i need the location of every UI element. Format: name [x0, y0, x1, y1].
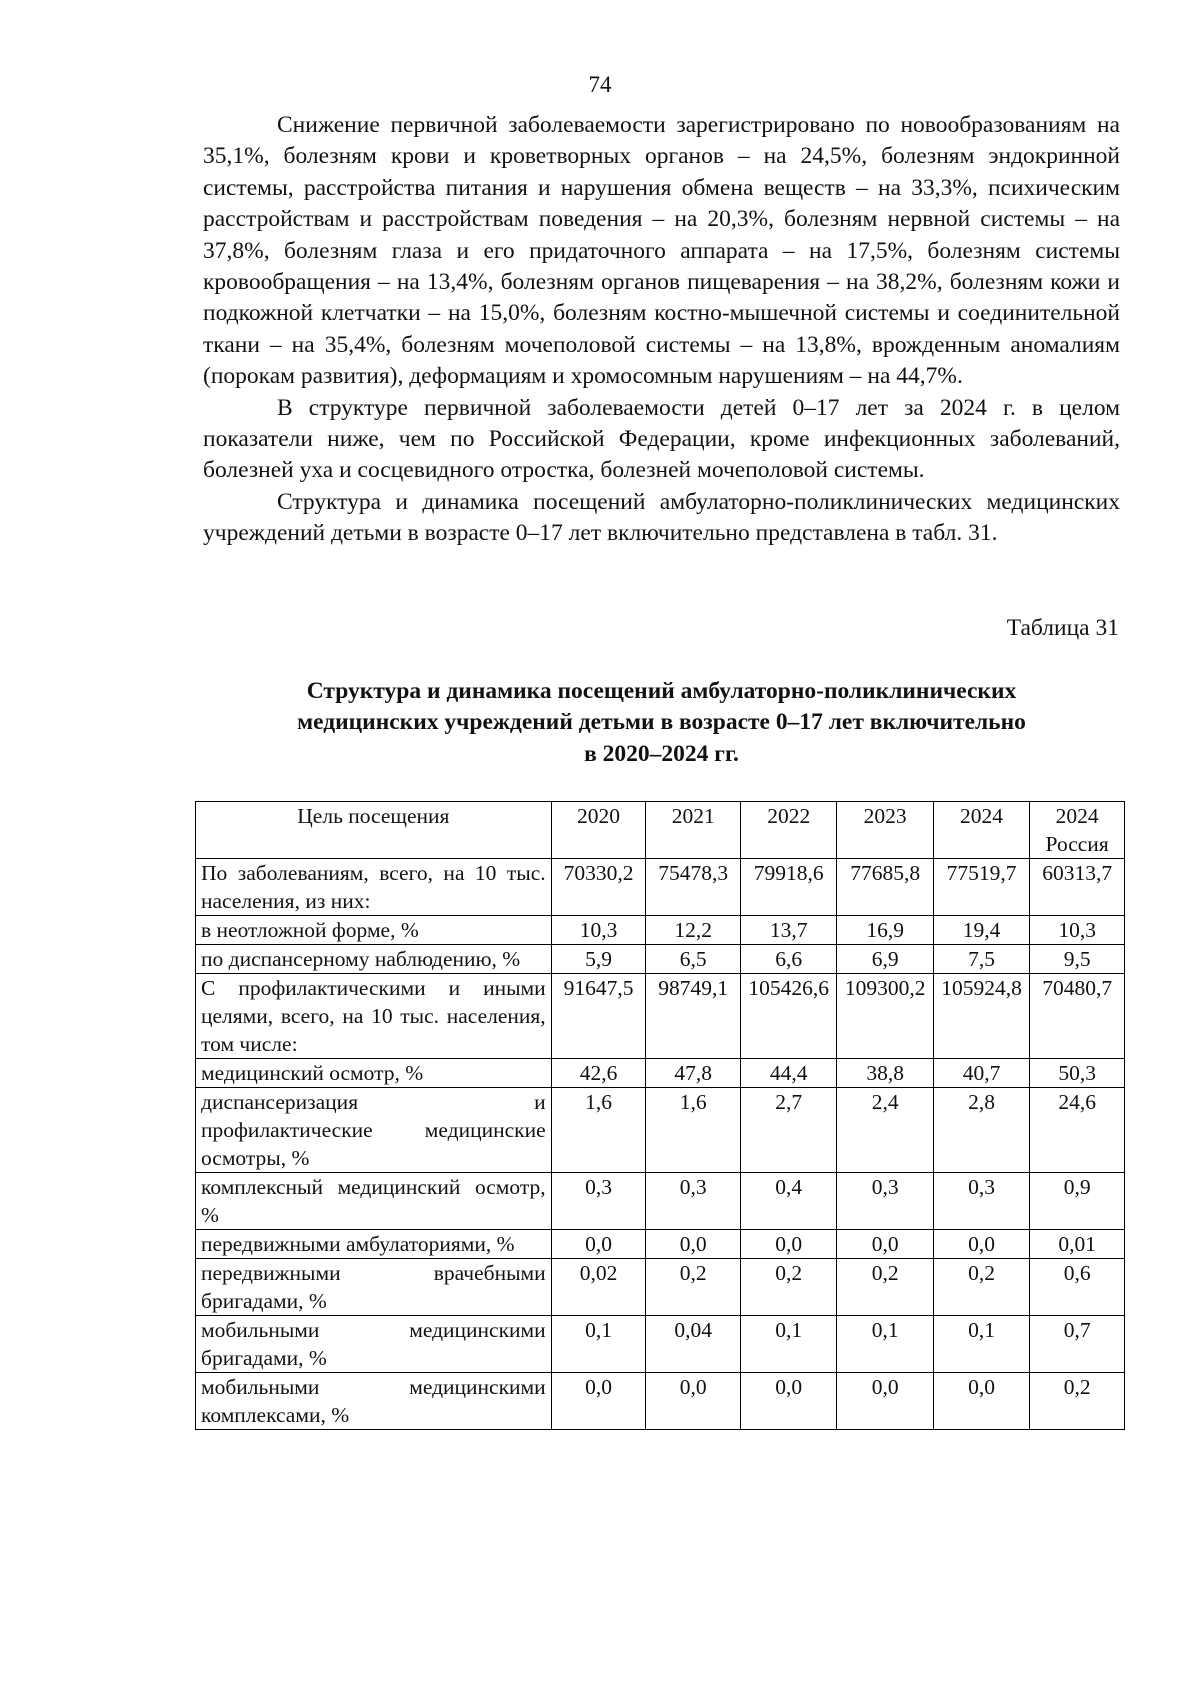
table-row [196, 974, 1125, 1059]
cell-value: 0,0 [837, 1230, 933, 1259]
cell-value: 0,3 [646, 1173, 741, 1230]
table-header-row [196, 802, 1125, 859]
cell-value: 0,02 [551, 1259, 646, 1316]
cell-value: 0,2 [1030, 1373, 1125, 1430]
cell-value: 0,3 [551, 1173, 646, 1230]
cell-value: 44,4 [741, 1059, 837, 1088]
row-label: по диспансерному наблюдению, % [196, 945, 552, 974]
cell-value: 0,0 [551, 1373, 646, 1430]
cell-value: 0,0 [741, 1230, 837, 1259]
cell-value: 105426,6 [741, 974, 837, 1059]
row-label: диспансеризация и профилактические медицинские осмотры, % [196, 1088, 552, 1173]
table-row [196, 1173, 1125, 1230]
cell-value: 0,0 [933, 1373, 1029, 1430]
cell-value: 0,0 [933, 1230, 1029, 1259]
cell-value: 19,4 [933, 916, 1029, 945]
cell-value: 5,9 [551, 945, 646, 974]
cell-value: 70480,7 [1030, 974, 1125, 1059]
cell-value: 109300,2 [837, 974, 933, 1059]
cell-value: 0,1 [837, 1316, 933, 1373]
table-title-line-3: в 2020–2024 гг. [584, 740, 739, 767]
cell-value: 0,2 [837, 1259, 933, 1316]
cell-value: 0,4 [741, 1173, 837, 1230]
cell-value: 10,3 [551, 916, 646, 945]
cell-value: 16,9 [837, 916, 933, 945]
header-visit-purpose: Цель посещения [196, 802, 552, 859]
table-row [196, 1259, 1125, 1316]
cell-value: 91647,5 [551, 974, 646, 1059]
row-label: С профилактическими и иными целями, всего, на 10 тыс. населения, том числе: [196, 974, 552, 1059]
cell-value: 38,8 [837, 1059, 933, 1088]
table-row [196, 1088, 1125, 1173]
row-label: передвижными амбулаториями, % [196, 1230, 552, 1259]
cell-value: 1,6 [551, 1088, 646, 1173]
header-year-2021: 2021 [646, 802, 741, 859]
row-label: мобильными медицинскими комплексами, % [196, 1373, 552, 1430]
cell-value: 0,0 [551, 1230, 646, 1259]
cell-value: 24,6 [1030, 1088, 1125, 1173]
cell-value: 10,3 [1030, 916, 1125, 945]
cell-value: 79918,6 [741, 859, 837, 916]
cell-value: 0,04 [646, 1316, 741, 1373]
cell-value: 0,3 [837, 1173, 933, 1230]
cell-value: 2,8 [933, 1088, 1029, 1173]
row-label: комплексный медицинский осмотр, % [196, 1173, 552, 1230]
cell-value: 50,3 [1030, 1059, 1125, 1088]
page-number: 74 [588, 72, 612, 97]
cell-value: 13,7 [741, 916, 837, 945]
cell-value: 0,2 [741, 1259, 837, 1316]
cell-value: 0,2 [933, 1259, 1029, 1316]
cell-value: 6,9 [837, 945, 933, 974]
header-year-2024: 2024 [933, 802, 1029, 859]
row-label: медицинский осмотр, % [196, 1059, 552, 1088]
cell-value: 0,1 [551, 1316, 646, 1373]
header-year-2023: 2023 [837, 802, 933, 859]
cell-value: 40,7 [933, 1059, 1029, 1088]
header-year-2020: 2020 [551, 802, 646, 859]
cell-value: 6,6 [741, 945, 837, 974]
header-year-2022: 2022 [741, 802, 837, 859]
cell-value: 98749,1 [646, 974, 741, 1059]
cell-value: 7,5 [933, 945, 1029, 974]
cell-value: 0,0 [646, 1230, 741, 1259]
paragraph-visits-intro: Структура и динамика посещений амбулаторно-поликлинических медицинских учреждений детьми в возрасте 0–17 лет включительно представлена в табл. 31. [203, 488, 1120, 547]
cell-value: 0,0 [646, 1373, 741, 1430]
cell-value: 0,01 [1030, 1230, 1125, 1259]
cell-value: 105924,8 [933, 974, 1029, 1059]
paragraph-morbidity-decline: Снижение первичной заболеваемости зарегистрировано по новообразованиям на 35,1%, болезням крови и кроветворных органов – на 24,5%, болезням эндокринной системы, расстройства питания и нарушения обмена веществ – на 33,3%, психическим расстройствам и расстройствам поведения – на 20,3%, болезням нервной системы – на 37,8%, болезням глаза и его придаточного аппарата – на 17,5%, болезням системы кровообращения – на 13,4%, болезням органов пищеварения – на 38,2%, болезням кожи и подкожной клетчатки – на 15,0%, болезням костно-мышечной системы и соединительной ткани – на 35,4%, болезням мочеполовой системы – на 13,8%, врожденным аномалиям (порокам развития), деформациям и хромосомным нарушениям – на 44,7%. [203, 112, 1120, 390]
cell-value: 9,5 [1030, 945, 1125, 974]
row-label: мобильными медицинскими бригадами, % [196, 1316, 552, 1373]
cell-value: 2,7 [741, 1088, 837, 1173]
cell-value: 0,2 [646, 1259, 741, 1316]
row-label: в неотложной форме, % [196, 916, 552, 945]
table-row [196, 1316, 1125, 1373]
cell-value: 0,0 [741, 1373, 837, 1430]
cell-value: 0,3 [933, 1173, 1029, 1230]
paragraph-morbidity-structure: В структуре первичной заболеваемости детей 0–17 лет за 2024 г. в целом показатели ниже, чем по Российской Федерации, кроме инфекционных заболеваний, болезней уха и сосцевидного отростка, болезней мочеполовой системы. [203, 394, 1120, 484]
cell-value: 2,4 [837, 1088, 933, 1173]
cell-value: 42,6 [551, 1059, 646, 1088]
table-row [196, 1059, 1125, 1088]
cell-value: 6,5 [646, 945, 741, 974]
cell-value: 47,8 [646, 1059, 741, 1088]
cell-value: 0,7 [1030, 1316, 1125, 1373]
cell-value: 60313,7 [1030, 859, 1125, 916]
cell-value: 75478,3 [646, 859, 741, 916]
cell-value: 0,9 [1030, 1173, 1125, 1230]
body-text [203, 110, 1120, 550]
visits-table [195, 801, 1125, 1430]
table-label: Таблица 31 [1006, 615, 1119, 641]
cell-value: 12,2 [646, 916, 741, 945]
table-row [196, 916, 1125, 945]
table-title [203, 676, 1120, 770]
cell-value: 0,1 [933, 1316, 1029, 1373]
table-row [196, 859, 1125, 916]
cell-value: 70330,2 [551, 859, 646, 916]
cell-value: 0,0 [837, 1373, 933, 1430]
row-label: По заболеваниям, всего, на 10 тыс. населения, из них: [196, 859, 552, 916]
cell-value: 0,1 [741, 1316, 837, 1373]
table-title-line-2: медицинских учреждений детьми в возрасте 0–17 лет включительно [297, 709, 1026, 736]
row-label: передвижными врачебными бригадами, % [196, 1259, 552, 1316]
cell-value: 77685,8 [837, 859, 933, 916]
cell-value: 1,6 [646, 1088, 741, 1173]
table-row [196, 1373, 1125, 1430]
table-row [196, 1230, 1125, 1259]
cell-value: 0,6 [1030, 1259, 1125, 1316]
cell-value: 77519,7 [933, 859, 1029, 916]
header-2024-russia: 2024 Россия [1030, 802, 1125, 859]
table-title-line-1: Структура и динамика посещений амбулаторно-поликлинических [306, 678, 1017, 704]
table-row [196, 945, 1125, 974]
